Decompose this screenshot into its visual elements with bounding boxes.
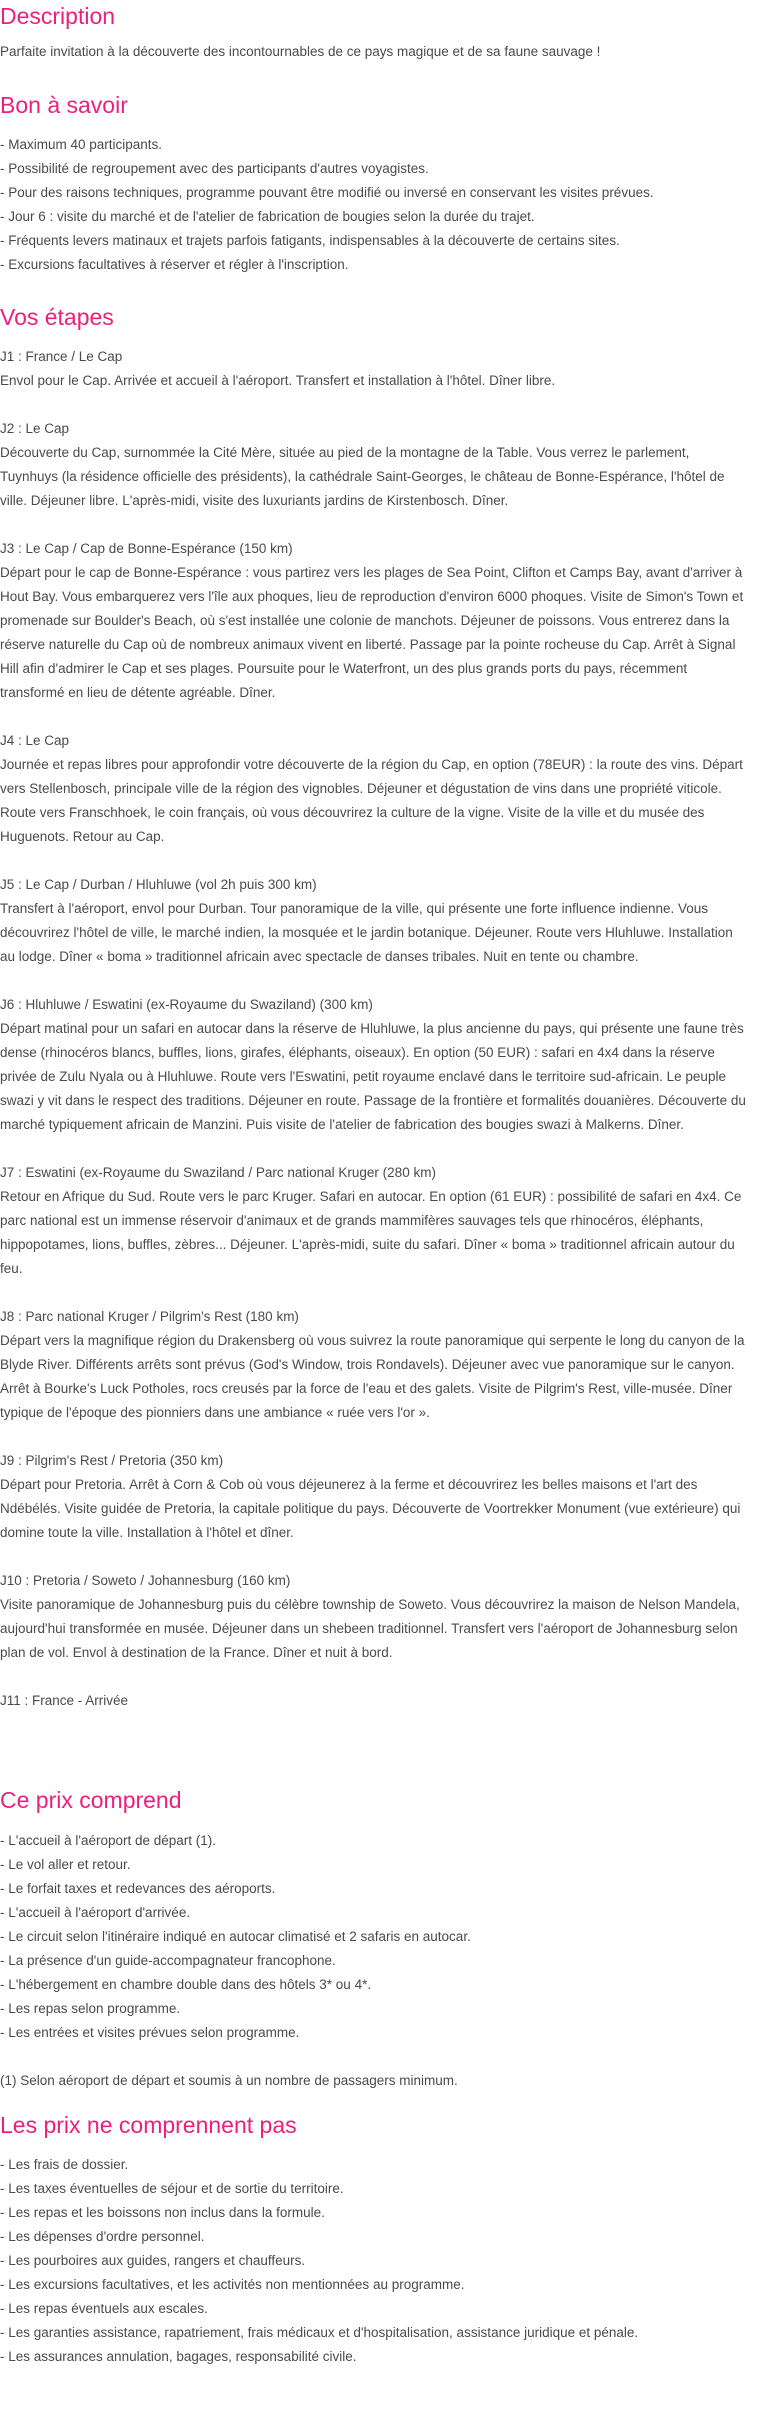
day-text: Retour en Afrique du Sud. Route vers le parc Kruger. Safari en autocar. En option (61 EUR) : possibilité de safari en 4x4. Ce parc national est un immense réservoir d'animaux et de grands mammifères sauvages tels que rhinocéros, éléphants, hippopotames, lions, buffles, zèbres... Déjeuner. L'après-midi, suite du safari. Dîner « boma » traditionnel africain autour du feu. (0, 1189, 742, 1276)
list-item: - Le forfait taxes et redevances des aéroports. (0, 1881, 276, 1896)
day-text: Départ pour Pretoria. Arrêt à Corn & Cob où vous déjeunerez à la ferme et découvrirez les belles maisons et l'art des Ndébélés. Visite guidée de Pretoria, la capitale politique du pays. Découverte de Voortrekker Monument (vue extérieure) qui domine toute la ville. Installation à l'hôtel et dîner. (0, 1477, 741, 1540)
day-text: Envol pour le Cap. Arrivée et accueil à l'aéroport. Transfert et installation à l'hôtel. Dîner libre. (0, 373, 556, 388)
prix-ne-comprennent-pas-section (0, 2110, 746, 2369)
list-item: - Les repas et les boissons non inclus dans la formule. (0, 2205, 325, 2220)
list-item: - Les entrées et visites prévues selon programme. (0, 2025, 300, 2040)
day-6 (0, 993, 746, 1137)
day-title: J6 : Hluhluwe / Eswatini (ex-Royaume du Swaziland) (300 km) (0, 997, 373, 1012)
day-title: J2 : Le Cap (0, 421, 70, 436)
day-8 (0, 1305, 746, 1425)
description-heading: Description (0, 3, 116, 29)
day-text: Transfert à l'aéroport, envol pour Durban. Tour panoramique de la ville, qui présente une forte influence indienne. Vous découvrirez l'hôtel de ville, le marché indien, la mosquée et le jardin botanique. Déjeuner. Route vers Hluhluwe. Installation au lodge. Dîner « boma » traditionnel africain avec spectacle de danses tribales. Nuit en tente ou chambre. (0, 901, 733, 964)
day-title: J9 : Pilgrim's Rest / Pretoria (350 km) (0, 1453, 224, 1468)
list-item: - Maximum 40 participants. (0, 137, 163, 152)
prix-comprend-heading: Ce prix comprend (0, 1787, 182, 1813)
prix-comprend-section (0, 1785, 746, 2093)
list-item: - Les garanties assistance, rapatriement, frais médicaux et d'hospitalisation, assistance juridique et pénale. (0, 2325, 639, 2340)
list-item: - Le vol aller et retour. (0, 1857, 131, 1872)
day-4 (0, 729, 746, 849)
day-title: J1 : France / Le Cap (0, 349, 123, 364)
description-section (0, 0, 746, 64)
day-title: J8 : Parc national Kruger / Pilgrim's Rest (180 km) (0, 1309, 299, 1324)
day-title: J11 : France - Arrivée (0, 1693, 129, 1708)
day-title: J3 : Le Cap / Cap de Bonne-Espérance (150 km) (0, 541, 293, 556)
list-item: - Fréquents levers matinaux et trajets parfois fatigants, indispensables à la découverte de certains sites. (0, 233, 620, 248)
day-text: Visite panoramique de Johannesburg puis du célèbre township de Soweto. Vous découvrirez la maison de Nelson Mandela, aujourd'hui transformée en musée. Déjeuner dans un shebeen traditionnel. Transfert vers l'aéroport de Johannesburg selon plan de vol. Envol à destination de la France. Dîner et nuit à bord. (0, 1597, 740, 1660)
list-item: - Les assurances annulation, bagages, responsabilité civile. (0, 2349, 357, 2364)
day-11 (0, 1689, 746, 1713)
etapes-heading: Vos étapes (0, 304, 114, 330)
list-item: - Les excursions facultatives, et les activités non mentionnées au programme. (0, 2277, 465, 2292)
list-item: - Le circuit selon l'itinéraire indiqué en autocar climatisé et 2 safaris en autocar. (0, 1929, 471, 1944)
list-item: - Excursions facultatives à réserver et régler à l'inscription. (0, 257, 349, 272)
day-1 (0, 345, 746, 393)
list-item: - Les taxes éventuelles de séjour et de sortie du territoire. (0, 2181, 344, 2196)
list-item: - Les pourboires aux guides, rangers et chauffeurs. (0, 2253, 306, 2268)
list-item: - L'accueil à l'aéroport de départ (1). (0, 1833, 217, 1848)
list-item: - Pour des raisons techniques, programme pouvant être modifié ou inversé en conservant les visites prévues. (0, 185, 654, 200)
footnote: (1) Selon aéroport de départ et soumis à un nombre de passagers minimum. (0, 2073, 458, 2088)
list-item: - Les repas éventuels aux escales. (0, 2301, 208, 2316)
day-text: Journée et repas libres pour approfondir votre découverte de la région du Cap, en option (78EUR) : la route des vins. Départ vers Stellenbosch, principale ville de la région des vignobles. Déjeuner et dégustation de vins dans une propriété viticole. Route vers Franschhoek, le coin français, où vous découvrirez la culture de la vigne. Visite de la ville et du musée des Huguenots. Retour au Cap. (0, 757, 743, 844)
list-item: - Les repas selon programme. (0, 2001, 181, 2016)
day-3 (0, 537, 746, 705)
prix-ne-comprennent-pas-list (0, 2153, 746, 2369)
prix-ne-comprennent-pas-heading: Les prix ne comprennent pas (0, 2112, 297, 2138)
bon-a-savoir-heading: Bon à savoir (0, 92, 128, 118)
day-title: J10 : Pretoria / Soweto / Johannesburg (160 km) (0, 1573, 291, 1588)
etapes-section (0, 302, 746, 1713)
bon-a-savoir-section (0, 90, 746, 277)
day-title: J7 : Eswatini (ex-Royaume du Swaziland / Parc national Kruger (280 km) (0, 1165, 436, 1180)
day-10 (0, 1569, 746, 1665)
day-text: Découverte du Cap, surnommée la Cité Mère, située au pied de la montagne de la Table. Vous verrez le parlement, Tuynhuys (la résidence officielle des présidents), la cathédrale Saint-Georges, le château de Bonne-Espérance, l'hôtel de ville. Déjeuner libre. L'après-midi, visite des luxuriants jardins de Kirstenbosch. Dîner. (0, 445, 725, 508)
day-text: Départ pour le cap de Bonne-Espérance : vous partirez vers les plages de Sea Point, Clifton et Camps Bay, avant d'arriver à Hout Bay. Vous embarquerez vers l'île aux phoques, lieu de reproduction d'environ 6000 phoques. Visite de Simon's Town et promenade sur Boulder's Beach, où s'est installée une colonie de manchots. Déjeuner de poissons. Vous entrerez dans la réserve naturelle du Cap où de nombreux animaux vivent en liberté. Passage par la pointe rocheuse du Cap. Arrêt à Signal Hill afin d'admirer le Cap et ses plages. Poursuite pour le Waterfront, un des plus grands ports du pays, récemment transformé en lieu de détente agréable. Dîner. (0, 565, 744, 700)
day-title: J4 : Le Cap (0, 733, 70, 748)
list-item: - Les frais de dossier. (0, 2157, 129, 2172)
description-text: Parfaite invitation à la découverte des incontournables de ce pays magique et de sa faune sauvage ! (0, 44, 601, 59)
prix-comprend-list (0, 1829, 746, 2045)
day-9 (0, 1449, 746, 1545)
list-item: - L'hébergement en chambre double dans des hôtels 3* ou 4*. (0, 1977, 372, 1992)
list-item: - L'accueil à l'aéroport d'arrivée. (0, 1905, 191, 1920)
day-text: Départ vers la magnifique région du Drakensberg où vous suivrez la route panoramique qui serpente le long du canyon de la Blyde River. Différents arrêts sont prévus (God's Window, trois Rondavels). Déjeuner avec vue panoramique sur le canyon. Arrêt à Bourke's Luck Potholes, rocs creusés par la force de l'eau et des galets. Visite de Pilgrim's Rest, ville-musée. Dîner typique de l'époque des pionniers dans une ambiance « ruée vers l'or ». (0, 1333, 745, 1420)
day-text: Départ matinal pour un safari en autocar dans la réserve de Hluhluwe, la plus ancienne du pays, qui présente une faune très dense (rhinocéros blancs, buffles, lions, girafes, éléphants, oiseaux). En option (50 EUR) : safari en 4x4 dans la réserve privée de Zulu Nyala ou à Hluhluwe. Route vers l'Eswatini, petit royaume enclavé dans le territoire sud-africain. Le peuple swazi y vit dans le respect des traditions. Déjeuner en route. Passage de la frontière et formalités douanières. Découverte du marché typiquement africain de Manzini. Puis visite de l'atelier de fabrication des bougies swazi à Malkerns. Dîner. (0, 1021, 746, 1132)
list-item: - Les dépenses d'ordre personnel. (0, 2229, 205, 2244)
day-title: J5 : Le Cap / Durban / Hluhluwe (vol 2h puis 300 km) (0, 877, 317, 892)
list-item: - Possibilité de regroupement avec des participants d'autres voyagistes. (0, 161, 429, 176)
day-7 (0, 1161, 746, 1281)
bon-a-savoir-list (0, 133, 746, 277)
list-item: - Jour 6 : visite du marché et de l'atelier de fabrication de bougies selon la durée du trajet. (0, 209, 535, 224)
list-item: - La présence d'un guide-accompagnateur francophone. (0, 1953, 336, 1968)
day-2 (0, 417, 746, 513)
day-5 (0, 873, 746, 969)
